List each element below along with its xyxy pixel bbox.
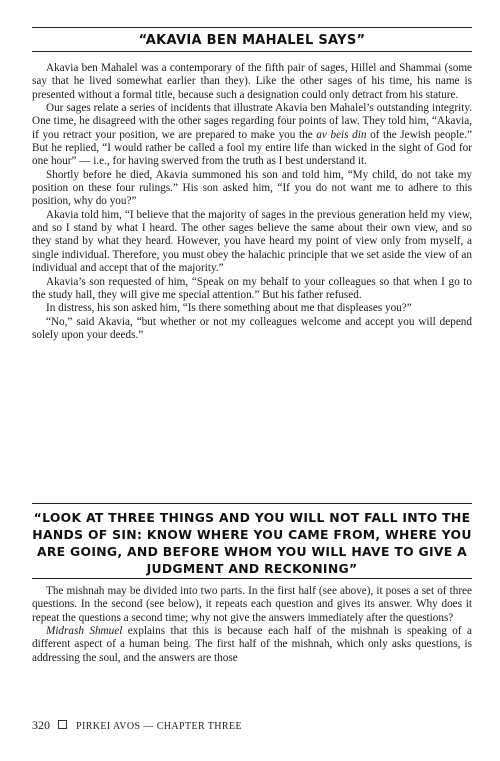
paragraph: Our sages relate a series of incidents that illustrate Akavia ben Mahalel’s outstanding integrity. One time, he disagreed with the other sages regarding four points of law. They told him, “Akavia, if you retract your position, we are prepared to make you the av beis din of the Jewish people.” But he replied, “I would rather be called a fool my entire life than wicked in the sight of God for one hour” — i.e., for having swerved from the truth as I best understand it. <box>32 102 472 168</box>
paragraph: In distress, his son asked him, “Is there something about me that displeases you?” <box>46 302 412 315</box>
page-number: 320 <box>32 718 50 732</box>
paragraph: Akavia ben Mahalel was a contemporary of the fifth pair of sages, Hillel and Shammai (some say that he lived somewhat earlier than they). Like the other sages of his time, his name is presented without a formal title, because such a designation could only detract from his stature. <box>32 62 472 101</box>
section-heading: “AKAVIA BEN MAHALEL SAYS” <box>138 33 366 48</box>
italic-term: av beis din <box>316 128 367 141</box>
italic-term: Midrash Shmuel <box>46 625 123 638</box>
paragraph: Shortly before he died, Akavia summoned his son and told him, “My child, do not take my position on these four rulings.” His son asked him, “If you do not want me to adhere to this position, why do you?” <box>32 168 472 208</box>
paragraph: Akavia’s son requested of him, “Speak on my behalf to your colleagues so that when I go to the study hall, they will give me special attention.” But his father refused. <box>32 275 472 301</box>
square-ornament-icon <box>58 720 67 729</box>
running-head: PIRKEI AVOS — CHAPTER THREE <box>76 721 243 732</box>
section-heading: “LOOK AT THREE THINGS AND YOU WILL NOT FALL INTO THE HANDS OF SIN: KNOW WHERE YOU CAME FROM, WHERE YOU ARE GOING, AND BEFORE WHOM YOU WILL HAVE TO GIVE A JUDGMENT AND RECKONING” <box>32 510 472 576</box>
page-footer <box>32 718 472 733</box>
paragraph: Akavia told him, “I believe that the majority of sages in the previous generation held my view, and so I stand by what I heard. The other sages believe the same about their own view, and so they stand by what they heard. However, you have heard my point of view only from myself, a single individual. Therefore, you must obey the halachic principle that we set aside the view of an individual and accept that of the majority.” <box>32 208 472 275</box>
paragraph: The mishnah may be divided into two parts. In the first half (see above), it poses a set of three questions. In the second (see below), it repeats each question and gives its answer. Why does it repeat the questions a second time; why not give the answers immediately after the questions? <box>32 585 472 624</box>
heading-rule <box>32 578 472 579</box>
section-body <box>32 62 472 342</box>
paragraph: Midrash Shmuel explains that this is because each half of the mishnah is speaking of a different aspect of a human being. The first half of the mishnah, which only asks questions, is addressing the soul, and the answers are those <box>32 625 472 664</box>
heading-rule <box>32 503 472 504</box>
heading-rule <box>32 51 472 52</box>
section-body <box>32 585 472 665</box>
paragraph: “No,” said Akavia, “but whether or not my colleagues welcome and accept you will depend solely upon your deeds.” <box>32 315 472 341</box>
top-rule <box>32 27 472 28</box>
